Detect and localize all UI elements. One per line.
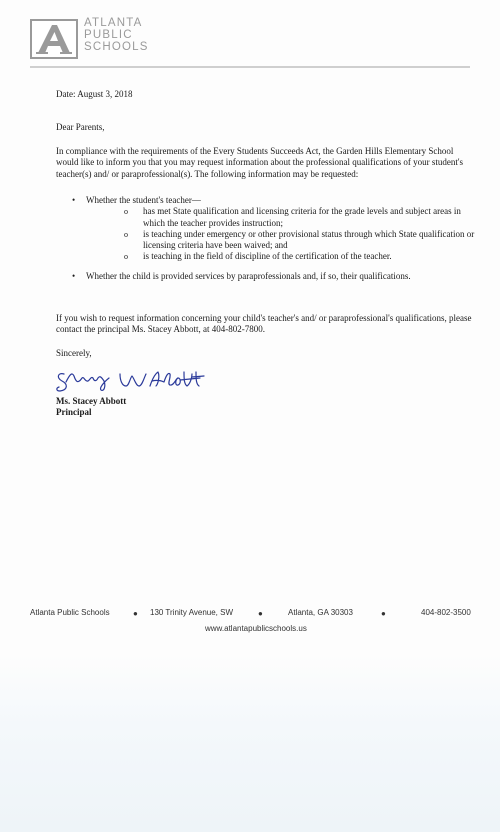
circle-bullet-icon: o: [124, 229, 128, 239]
brand-wordmark: [84, 17, 149, 53]
header-divider: [30, 66, 470, 68]
sub-list: [86, 206, 476, 262]
sub-list-item: [86, 251, 476, 262]
bullet-text: Whether the child is provided services by paraprofessionals and, if so, their qualifications.: [86, 271, 411, 281]
sub-item-text: has met State qualification and licensing criteria for the grade levels and subject areas in which the teacher provides instruction;: [143, 206, 461, 228]
signer-block: [56, 396, 126, 419]
footer-separator-icon: ●: [381, 609, 386, 618]
services-bullet-list: [56, 271, 476, 282]
list-item: [56, 271, 476, 282]
contact-paragraph: If you wish to request information concerning your child's teacher's and/ or paraprofessional's qualifications, please contact the principal Ms. Stacey Abbott, at 404-802-7800.: [56, 313, 472, 335]
footer-org: Atlanta Public Schools: [30, 608, 110, 617]
sub-item-text: is teaching under emergency or other provisional status through which State qualification or licensing criteria have been waived; and: [143, 228, 475, 251]
scan-tint: [0, 655, 500, 832]
footer-separator-icon: ●: [258, 609, 263, 618]
sub-item-text: is teaching in the field of discipline of the certification of the teacher.: [143, 251, 392, 262]
brand-line-1: ATLANTA: [84, 17, 143, 29]
brand-line-3: SCHOOLS: [84, 41, 149, 53]
bullet-icon: •: [72, 271, 76, 281]
handwritten-signature: [54, 364, 214, 396]
signer-name: Ms. Stacey Abbott: [56, 396, 127, 406]
salutation: Dear Parents,: [56, 122, 105, 132]
aps-logo-icon: [30, 19, 78, 59]
bullet-text: Whether the student's teacher—: [86, 195, 201, 205]
footer-separator-icon: ●: [133, 609, 138, 618]
bullet-icon: •: [72, 195, 76, 205]
circle-bullet-icon: o: [124, 207, 128, 217]
letter-date: Date: August 3, 2018: [56, 89, 133, 99]
signer-title: Principal: [56, 407, 92, 418]
sub-list-item: [86, 229, 476, 252]
footer-phone: 404-802-3500: [421, 608, 471, 617]
list-item: [56, 195, 476, 263]
footer-city: Atlanta, GA 30303: [288, 608, 353, 617]
sub-list-item: [86, 206, 476, 229]
intro-paragraph: In compliance with the requirements of the Every Students Succeeds Act, the Garden Hills Elementary School would like to inform you that you may request information about the professional qualifications of your student's teacher(s) and/ or paraprofessional(s). The following information may be requested:: [56, 146, 464, 179]
footer-website-link[interactable]: www.atlantapublicschools.us: [205, 624, 307, 633]
sign-off: Sincerely,: [56, 348, 92, 358]
circle-bullet-icon: o: [124, 252, 128, 262]
brand-line-2: PUBLIC: [84, 29, 133, 41]
info-bullet-list: [56, 195, 476, 263]
footer-address: 130 Trinity Avenue, SW: [150, 608, 234, 617]
